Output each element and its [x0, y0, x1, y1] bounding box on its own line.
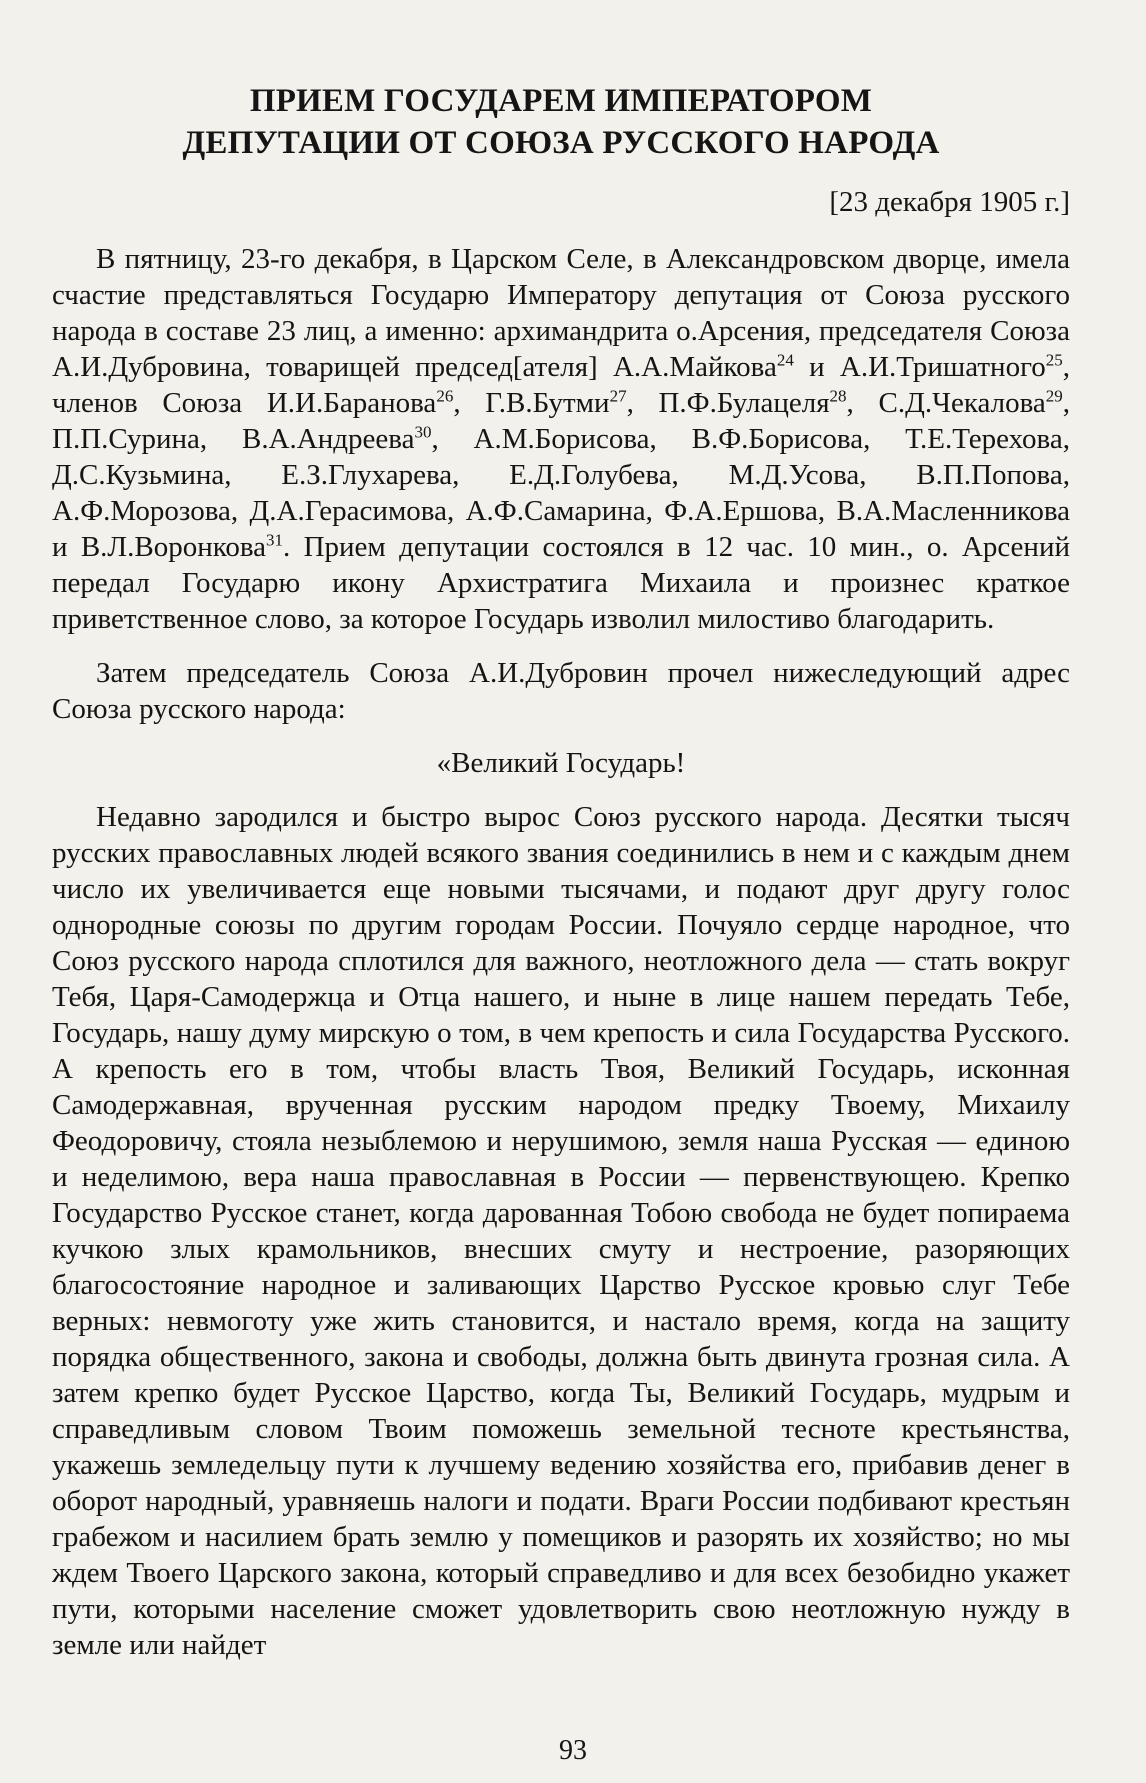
- address-paragraph: Недавно зародился и быстро вырос Союз русского народа. Десятки тысяч русских православных людей всякого звания соединились в нем и с каждым днем число их увеличивается еще новыми тысячами, и подают друг другу голос однородные союзы по другим городам России. Почуяло сердце народное, что Союз русского народа сплотился для важного, неотложного дела — стать вокруг Тебя, Царя-Самодержца и Отца нашего, и ныне в лице нашем передать Тебе, Государь, нашу думу мирскую о том, в чем крепость и сила Государства Русского. А крепость его в том, чтобы власть Твоя, Великий Государь, исконная Самодержавная, врученная русским народом предку Твоему, Михаилу Феодоровичу, стояла незыблемою и нерушимою, земля наша Русская — единою и неделимою, вера наша православная в России — первенствующею. Крепко Государство Русское станет, когда дарованная Тобою свобода не будет попираема кучкою злых крамольников, внесших смуту и нестроение, разоряющих благосостояние народное и заливающих Царство Русское кровью слуг Тебе верных: невмоготу уже жить становится, и настало время, когда на защиту порядка общественного, закона и свободы, должна быть двинута грозная сила. А затем крепко будет Русское Царство, когда Ты, Великий Государь, мудрым и справедливым словом Твоим поможешь земельной тесноте крестьянства, укажешь земледельцу пути к лучшему ведению хозяйства его, прибавив денег в оборот народный, уравняешь налоги и подати. Враги России подбивают крестьян грабежом и насилием брать землю у помещиков и разорять их хозяйство; но мы ждем Твоего Царского закона, который справедливо и для всех безобидно укажет пути, которыми население сможет удовлетворить свою неотложную нужду в земле или найдет: [52, 801, 1070, 1661]
- footnote-ref: 31: [266, 530, 284, 550]
- date-line: [23 декабря 1905 г.]: [829, 186, 1070, 218]
- footnote-ref: 24: [776, 350, 794, 370]
- text-column: [52, 80, 1070, 1663]
- intro-text: , С.Д.Чекалова: [846, 387, 1046, 419]
- page-number: 93: [559, 1735, 587, 1766]
- title-line-2: ДЕПУТАЦИИ ОТ СОЮЗА РУССКОГО НАРОДА: [182, 125, 940, 161]
- footnote-ref: 25: [1045, 350, 1063, 370]
- page-title: [52, 80, 1070, 164]
- intro-paragraph-2: Затем председатель Союза А.И.Дубровин прочел нижеследующий адрес Союза русского народа:: [52, 657, 1070, 725]
- intro-text: . Прием депутации состоялся в 12 час. 10 мин., о. Арсений передал Государю икону Архистратига Михаила и произнес краткое приветственное слово, за которое Государь изволил милостиво благодарить.: [52, 531, 1070, 635]
- footnote-ref: 30: [414, 422, 432, 442]
- intro-text: , П.Ф.Булацеля: [626, 387, 830, 419]
- footnote-ref: 29: [1045, 386, 1063, 406]
- intro-text: , П.П.Сурина, В.А.Андреева: [52, 387, 1070, 455]
- address-greeting: «Великий Государь!: [436, 747, 686, 779]
- intro-text: , членов Союза И.И.Баранова: [52, 351, 1070, 419]
- footnote-ref: 27: [609, 386, 627, 406]
- address-body: [52, 799, 1070, 1663]
- footnote-ref: 26: [436, 386, 454, 406]
- intro-text: и А.И.Тришатного: [793, 351, 1046, 383]
- intro-paragraph-1: [52, 241, 1070, 637]
- intro-text: , А.М.Борисова, В.Ф.Борисова, Т.Е.Терехова, Д.С.Кузьмина, Е.З.Глухарева, Е.Д.Голубева, М.Д.Усова, В.П.Попова, А.Ф.Морозова, Д.А.Герасимова, А.Ф.Самарина, Ф.А.Ершова, В.А.Масленникова и В.Л.Воронкова: [52, 423, 1070, 563]
- intro-text: В пятницу, 23-го декабря, в Царском Селе, в Александровском дворце, имела счастие представляться Государю Императору депутация от Союза русского народа в составе 23 лиц, а именно: архимандрита о.Арсения, председателя Союза А.И.Дубровина, товарищей председ[ателя] А.А.Майкова: [52, 243, 1070, 383]
- title-line-1: ПРИЕМ ГОСУДАРЕМ ИМПЕРАТОРОМ: [249, 83, 873, 119]
- footnote-ref: 28: [829, 386, 847, 406]
- intro-text: , Г.В.Бутми: [453, 387, 610, 419]
